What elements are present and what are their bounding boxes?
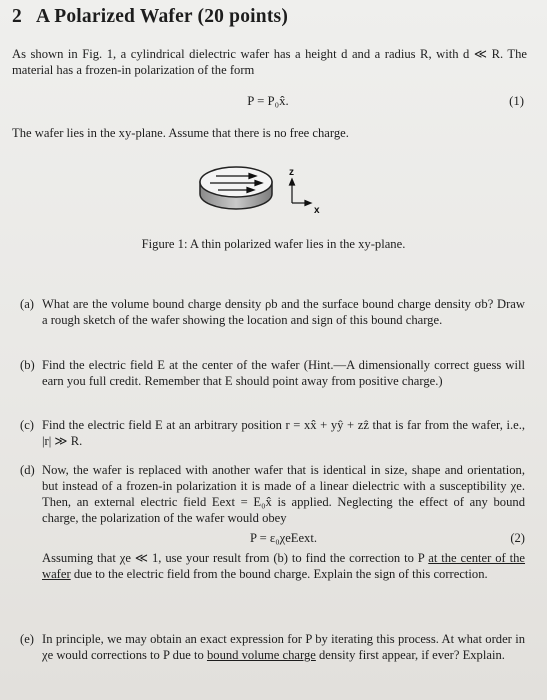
equation-1-expression: P = P₀x̂. (247, 94, 289, 108)
wafer-diagram (190, 150, 350, 228)
part-c-text: Find the electric field E at an arbitrary position r = xx̂ + yŷ + zẑ that is far from the wafer, i.e., |r| ≫ R. (42, 418, 525, 448)
equation-2-number: (2) (510, 531, 525, 545)
axis-z-label: z (289, 167, 294, 178)
part-d-followup-end: due to the electric field from the bound charge. Explain the sign of this correction. (70, 567, 488, 581)
part-d-text: Now, the wafer is replaced with another wafer that is identical in size, shape and orientation, but instead of a frozen-in polarization it is made of a linear dielectric with a susceptibility χe. Then, an external electric field Eext = E₀x̂ is applied. Neglecting the effect of any bound charge, the polarization of the wafer would obey (42, 463, 525, 525)
problem-title: A Polarized Wafer (20 points) (35, 6, 289, 27)
part-e-start: In principle, we may obtain an exact expression for P by iterating this process. At what order in χe would corrections to P due to (42, 632, 525, 662)
wafer-cylinder (200, 167, 272, 209)
part-c-label: (c) (20, 418, 34, 432)
part-d-followup-start: Assuming that χe ≪ 1, use your result from (b) to find the correction to P (42, 551, 429, 565)
wafer-figure (190, 150, 350, 228)
part-a-text: What are the volume bound charge density ρb and the surface bound charge density σb? Draw a rough sketch of the wafer showing the location and sign of this bound charge. (42, 297, 525, 327)
figure-caption: Figure 1: A thin polarized wafer lies in the xy-plane. (141, 237, 406, 251)
part-e-label: (e) (20, 632, 34, 646)
problem-number: 2 (12, 6, 22, 27)
part-e (20, 631, 525, 663)
equation-1 (12, 94, 524, 110)
part-d-label: (d) (20, 463, 35, 477)
part-c (20, 417, 525, 449)
part-e-underlined: bound volume charge (206, 648, 316, 662)
part-d-underlined: at the center of the wafer (42, 551, 526, 581)
part-b (20, 357, 525, 389)
part-b-text: Find the electric field E at the center of the wafer (Hint.—A dimensionally correct guess will earn you full credit. Remember that E should point away from positive charge.) (42, 358, 525, 388)
equation-2-expression: P = ε₀χeEext. (249, 531, 318, 545)
part-e-end: density first appear, if ever? Explain. (315, 648, 505, 662)
part-a (20, 296, 525, 328)
part-a-label: (a) (20, 297, 34, 311)
axis-x-label: x (314, 205, 320, 216)
part-d-followup (42, 550, 525, 582)
equation-2 (42, 530, 525, 547)
part-e-text (42, 631, 525, 663)
part-b-label: (b) (20, 358, 35, 372)
axes (290, 179, 312, 206)
equation-1-number: (1) (509, 94, 524, 108)
part-d (20, 462, 525, 582)
problem-heading (12, 6, 288, 28)
intro-paragraph: As shown in Fig. 1, a cylindrical dielectric wafer has a height d and a radius R, with d ≪ R. The material has a frozen-in polarization of the form (12, 47, 527, 77)
statement-paragraph: The wafer lies in the xy-plane. Assume that there is no free charge. (12, 126, 349, 140)
